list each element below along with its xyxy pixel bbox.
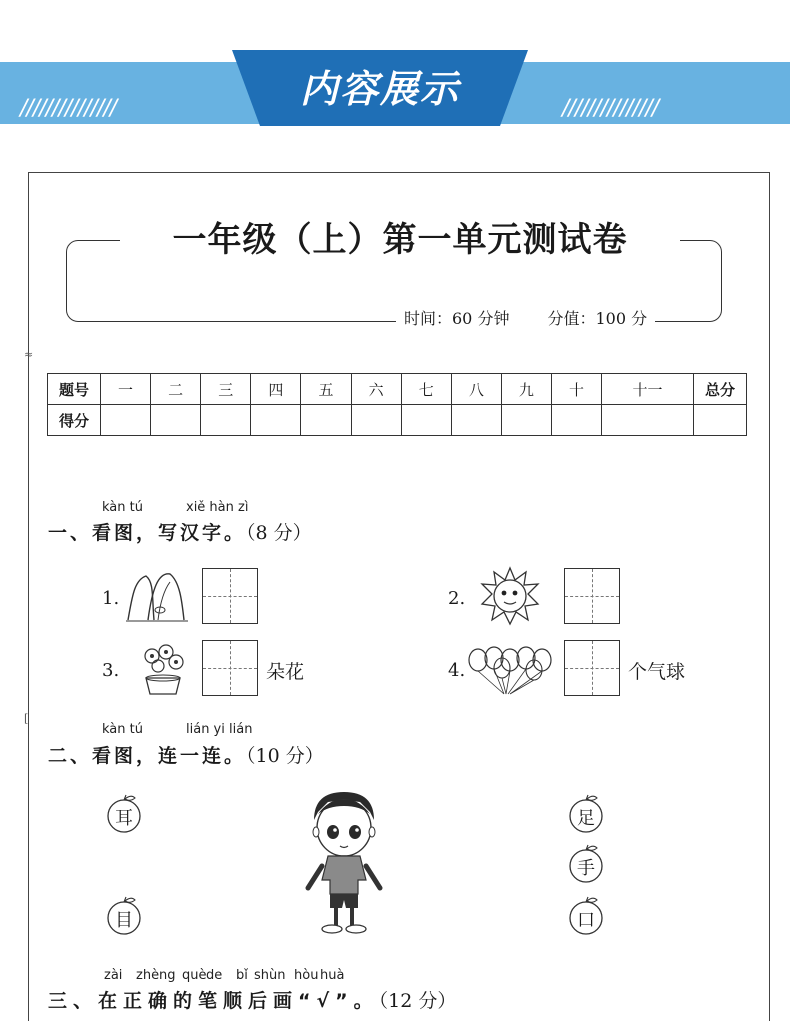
banner-slashes-right: ///////////////	[562, 96, 659, 121]
score-cell[interactable]	[694, 405, 747, 436]
score-cell[interactable]	[151, 405, 201, 436]
score-cell[interactable]	[351, 405, 401, 436]
question-number-cell: 一	[101, 374, 151, 405]
section-heading-1	[48, 518, 312, 545]
section-heading-2	[48, 741, 324, 768]
item-suffix: 朵花	[266, 661, 305, 683]
question-number-cell: 二	[151, 374, 201, 405]
question-number-cell: 十一	[602, 374, 694, 405]
section-title: 一、看图，写汉字。	[48, 522, 247, 544]
section-title: 三、在正确的笔顺后画“√”。	[48, 990, 379, 1012]
word-choice[interactable]: 口	[577, 910, 595, 931]
total-cell: 总分	[694, 374, 747, 405]
banner-title: 内容展示	[299, 67, 460, 111]
question-number-cell: 四	[251, 374, 301, 405]
section-points: （10 分）	[246, 745, 324, 767]
pinyin-annotation: kàn tú	[102, 722, 143, 737]
section-points: （12 分）	[378, 990, 457, 1012]
pinyin-annotation: què	[182, 968, 207, 983]
score-cell[interactable]	[201, 405, 251, 436]
question-number-cell: 三	[201, 374, 251, 405]
word-choice[interactable]: 耳	[115, 808, 133, 829]
question-number-cell: 十	[551, 374, 601, 405]
pinyin-annotation: hòu	[294, 968, 319, 983]
score-cell[interactable]	[101, 405, 151, 436]
item-number: 4.	[448, 660, 466, 681]
sun-icon	[480, 566, 540, 626]
word-choice[interactable]: 目	[115, 910, 133, 931]
item-suffix: 个气球	[628, 661, 686, 683]
item-number: 3.	[102, 660, 120, 681]
item-number: 2.	[448, 588, 466, 609]
score-cell[interactable]	[551, 405, 601, 436]
binding-mark: ≈	[24, 348, 34, 361]
pinyin-annotation: lián yi lián	[186, 722, 253, 737]
boy-illustration	[300, 788, 388, 938]
score-cell[interactable]	[251, 405, 301, 436]
table-row	[48, 405, 747, 436]
writing-box[interactable]	[564, 640, 620, 696]
table-row	[48, 374, 747, 405]
section-points: （8 分）	[246, 522, 312, 544]
score-cell[interactable]	[301, 405, 351, 436]
question-number-cell: 七	[401, 374, 451, 405]
row-header: 题号	[48, 374, 101, 405]
question-number-cell: 六	[351, 374, 401, 405]
writing-box[interactable]	[202, 640, 258, 696]
page-title: 一年级（上）第一单元测试卷	[120, 212, 680, 261]
item-number: 1.	[102, 588, 120, 609]
question-number-cell: 五	[301, 374, 351, 405]
time-limit: 时间：60 分钟	[404, 309, 510, 328]
mountain-icon	[124, 568, 190, 624]
score-cell[interactable]	[501, 405, 551, 436]
pinyin-annotation: kàn tú	[102, 500, 143, 515]
writing-box[interactable]	[564, 568, 620, 624]
section-title: 二、看图，连一连。	[48, 745, 247, 767]
section-heading-3	[48, 986, 456, 1013]
writing-box[interactable]	[202, 568, 258, 624]
total-score: 分值：100 分	[547, 309, 648, 328]
balloons-icon	[466, 646, 556, 696]
pinyin-annotation: xiě hàn zì	[186, 500, 249, 515]
word-choice[interactable]: 手	[577, 858, 595, 879]
word-choice[interactable]: 足	[577, 808, 595, 829]
binding-mark: [	[24, 712, 29, 725]
pinyin-annotation: de	[206, 968, 223, 983]
question-number-cell: 九	[501, 374, 551, 405]
question-number-cell: 八	[451, 374, 501, 405]
pinyin-annotation: shùn	[254, 968, 286, 983]
score-cell[interactable]	[602, 405, 694, 436]
score-cell[interactable]	[451, 405, 501, 436]
pinyin-annotation: zài	[104, 968, 123, 983]
exam-meta	[396, 306, 655, 329]
score-table	[47, 373, 747, 436]
pinyin-annotation: huà	[320, 968, 345, 983]
score-cell[interactable]	[401, 405, 451, 436]
flower-pot-icon	[138, 642, 188, 698]
row-header: 得分	[48, 405, 101, 436]
banner-slashes-left: ///////////////	[20, 96, 117, 121]
pinyin-annotation: zhèng	[136, 968, 176, 983]
pinyin-annotation: bǐ	[236, 968, 248, 983]
